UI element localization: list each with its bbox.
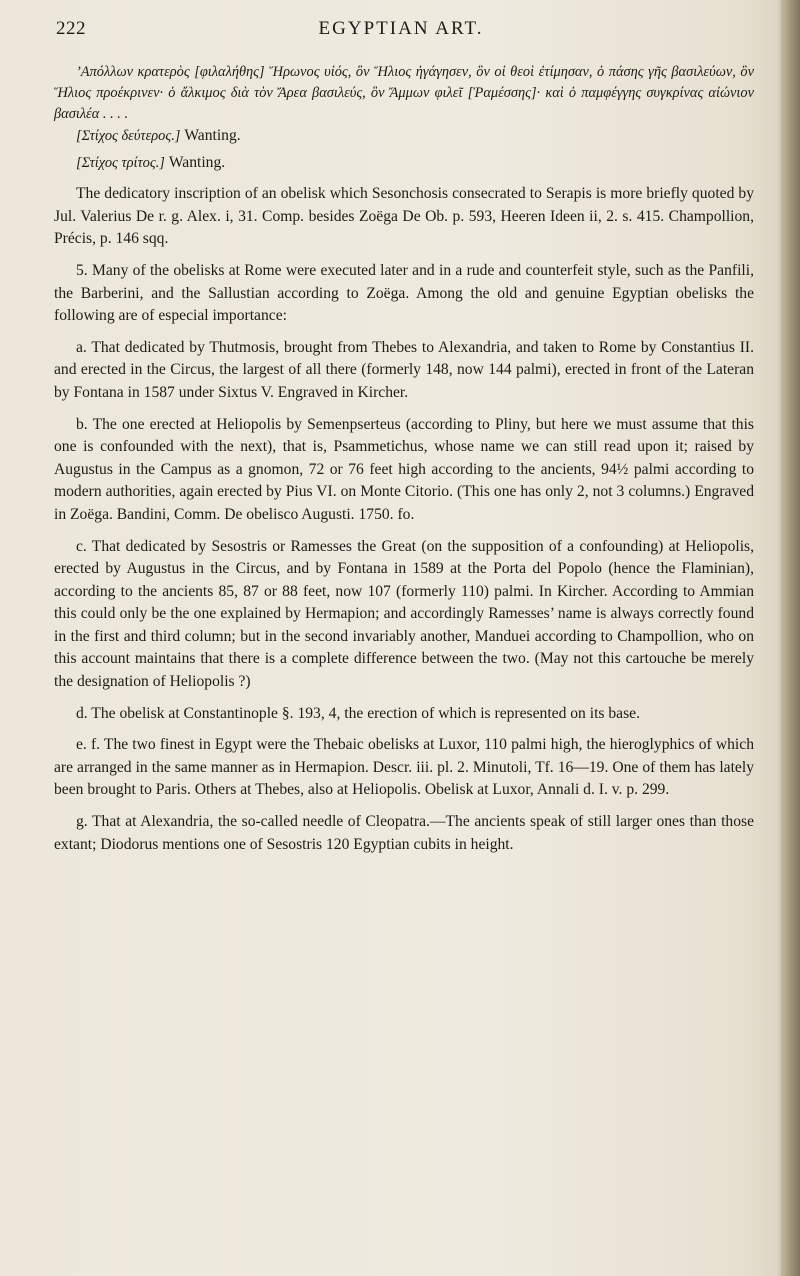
missing-line-label: [Στίχος δεύτερος.] [76,128,181,144]
paragraph-ef: e. f. The two finest in Egypt were the Thebaic obelisks at Luxor, 110 palmi high, the hieroglyphics of which are arranged in the same manner as in Hermapion. Descr. iii. pl. 2. Minutoli, Tf. 16—19. One of them has lately been brought to Paris. Others at Thebes, also at Heliopolis. Obelisk at Luxor, Annali d. I. v. p. 299. [54,736,754,799]
page-number: 222 [56,18,86,39]
missing-line-third [54,152,754,175]
running-head: EGYPTIAN ART. [318,18,484,39]
paragraph-5: 5. Many of the obelisks at Rome were executed later and in a rude and counterfeit style, such as the Panfili, the Barberini, and the Sallustian according to Zoëga. Among the old and genuine Egyptian obelisks the following are of especial importance: [54,261,754,325]
greek-inscription: ’Απόλλων κρατερὸς [φιλαλήθης] Ἥρωνος υἱός, ὃν Ἥλιος ἠγάγησεν, ὃν οἱ θεοὶ ἐτίμησαν, ὁ πάσης γῆς βασιλεύων, ὃν Ἥλιος προέκρινεν· ὁ ἄλκιμος διὰ τὸν Ἄρεα βασιλεύς, ὃν Ἄμμων φιλεῖ [Ῥαμέσσης]· καὶ ὁ παμφέγγης συγκρίνας αἰώνιον βασιλέα . . . . [54,64,754,122]
paragraph-a: a. That dedicated by Thutmosis, brought from Thebes to Alexandria, and taken to Rome by Constantius II. and erected in the Circus, the largest of all there (formerly 148, now 144 palmi), erected in front of the Lateran by Fontana in 1587 under Sixtus V. Engraved in Kircher. [54,338,754,401]
missing-line-second [54,125,754,148]
paragraph-d: d. The obelisk at Constantinople §. 193, 4, the erection of which is represented on its base. [76,704,640,722]
paragraph-b: b. The one erected at Heliopolis by Semenpserteus (according to Pliny, but here we must assume that this one is confounded with the next), that is, Psammetichus, whose name we can still read upon it; raised by Augustus in the Campus as a gnomon, 72 or 76 feet high according to the ancients, 94½ palmi according to modern authorities, again erected by Pius VI. on Monte Citorio. (This one has only 2, not 3 columns.) Engraved in Zoëga. Bandini, Comm. De obelisco Augusti. 1750. fo. [54,415,754,523]
page-body [54,62,754,856]
paragraph-c: c. That dedicated by Sesostris or Ramesses the Great (on the supposition of a confounding) at Heliopolis, erected by Augustus in the Circus, and by Fontana in 1589 at the Porta del Popolo (hence the Flaminian), according to the ancients 85, 87 or 88 feet, now 107 (formerly 110) palmi. In Kircher. According to Ammian this could only be the one explained by Hermapion; and accordingly Ramesses’ name is always correctly found in the first and third column; but in the second invariably another, Manduei according to Champollion, who on this account maintains that there is a complete difference between the two. (May not this cartouche be merely the designation of Heliopolis ?) [54,537,754,691]
missing-line-text: Wanting. [168,153,226,171]
page-header [56,18,746,48]
missing-line-text: Wanting. [184,127,241,144]
paragraph-dedication: The dedicatory inscription of an obelisk which Sesonchosis consecrated to Serapis is more briefly quoted by Jul. Valerius De r. g. Alex. i, 31. Comp. besides Zoëga De Ob. p. 593, Heeren Ideen ii, 2. s. 415. Champollion, Précis, p. 146 sqq. [54,185,754,248]
page-binding-edge [778,0,800,1276]
missing-line-label: [Στίχος τρίτος.] [76,154,165,171]
paragraph-g: g. That at Alexandria, the so-called needle of Cleopatra.—The ancients speak of still larger ones than those extant; Diodorus mentions one of Sesostris 120 Egyptian cubits in height. [54,813,754,853]
